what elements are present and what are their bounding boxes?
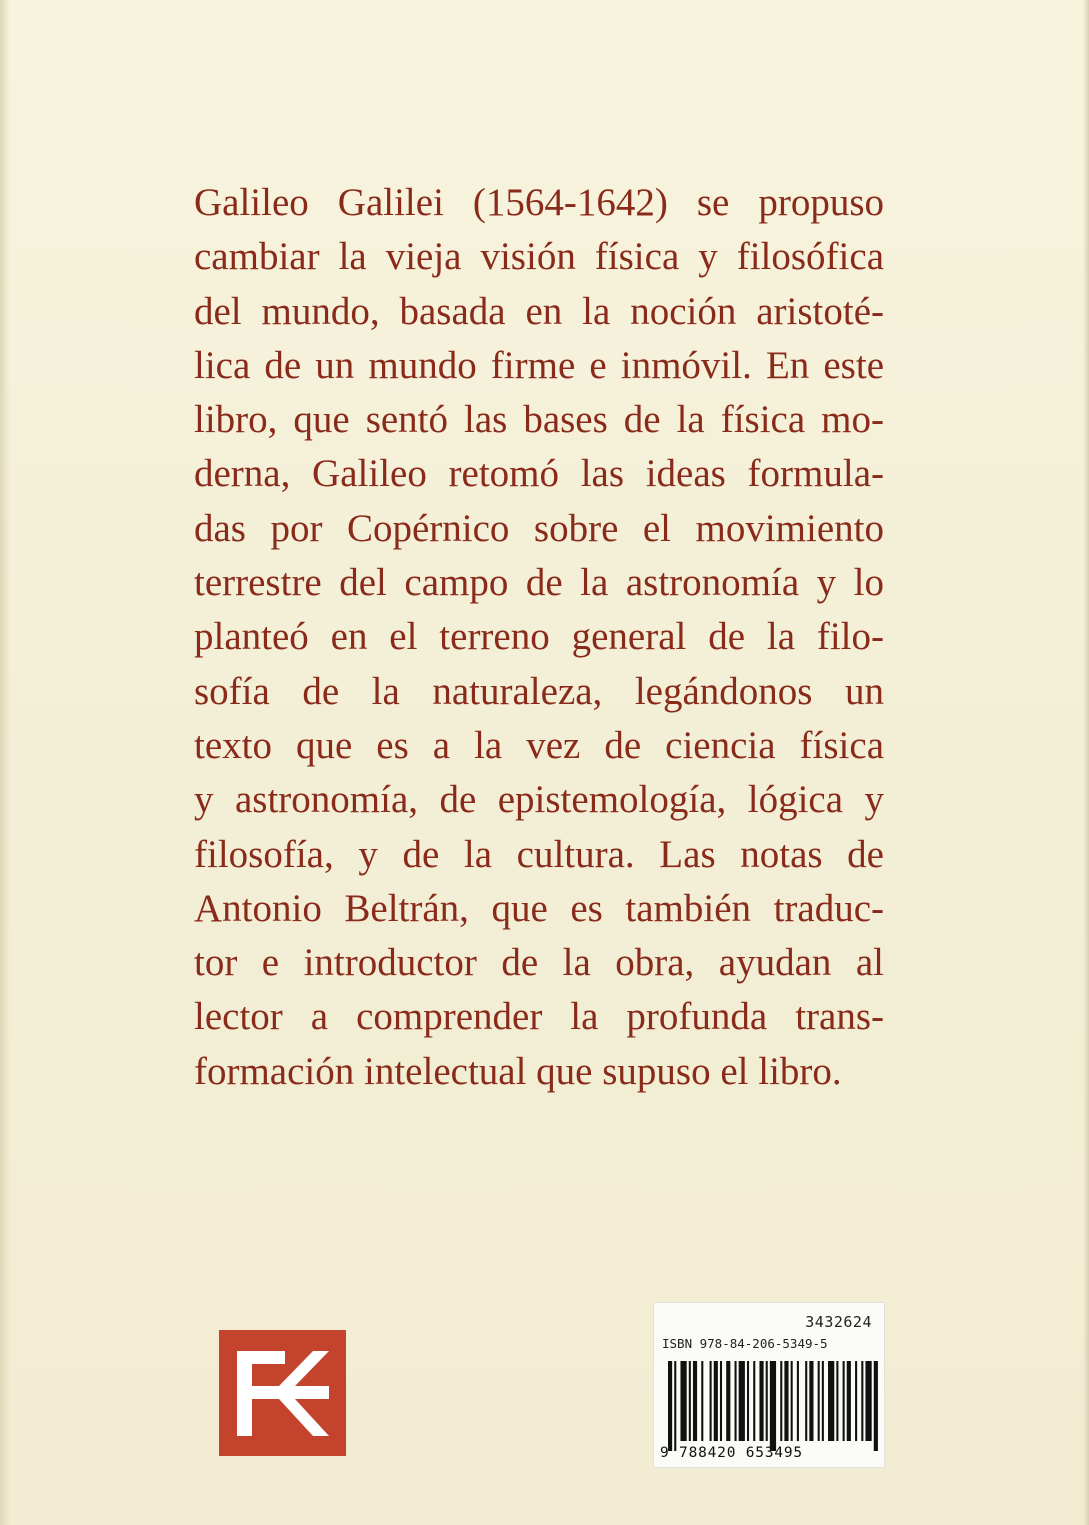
barcode-bar xyxy=(784,1361,788,1441)
blurb-line: formación intelectual que supuso el libro. xyxy=(194,1049,842,1093)
barcode-bar xyxy=(847,1361,851,1441)
barcode-bar xyxy=(780,1361,782,1441)
blurb-line: das por Copérnico sobre el movimiento xyxy=(194,506,884,550)
barcode-bar xyxy=(710,1361,712,1441)
barcode-bar xyxy=(739,1361,745,1441)
blurb-line: derna, Galileo retomó las ideas formula- xyxy=(194,452,884,496)
barcode-bar xyxy=(726,1361,730,1441)
blurb-text xyxy=(194,176,884,1099)
barcode-bar xyxy=(828,1361,834,1441)
barcode-bar xyxy=(791,1361,793,1441)
barcode-bar xyxy=(809,1361,813,1441)
publisher-monogram-icon xyxy=(219,1330,346,1456)
blurb-line: tor e introductor de la obra, ayudan al xyxy=(194,941,884,985)
barcode-bar xyxy=(693,1361,697,1441)
barcode-bar xyxy=(680,1361,686,1441)
barcode-bar xyxy=(747,1361,749,1441)
barcode-bar xyxy=(766,1361,768,1441)
barcode-bar xyxy=(797,1361,799,1441)
barcode-bar xyxy=(735,1361,737,1441)
barcode-bar xyxy=(865,1361,871,1441)
blurb-line: Galileo Galilei (1564-1642) se propuso xyxy=(194,181,884,224)
barcode-bar xyxy=(689,1361,691,1441)
barcode-bar xyxy=(822,1361,824,1441)
barcode-bar xyxy=(855,1361,857,1441)
blurb-line: lector a comprender la profunda trans- xyxy=(194,995,884,1039)
barcode-bar xyxy=(668,1361,672,1451)
barcode-bar xyxy=(759,1361,763,1441)
blurb-line: y astronomía, de epistemología, lógica y xyxy=(194,778,884,822)
blurb-line: terrestre del campo de la astronomía y lo xyxy=(194,561,884,605)
barcode-bar xyxy=(674,1361,676,1451)
blurb-line: lica de un mundo firme e inmóvil. En este xyxy=(194,343,884,387)
spine-shadow xyxy=(0,0,10,1525)
barcode-sticker xyxy=(653,1302,885,1468)
barcode-bar xyxy=(805,1361,807,1441)
publisher-logo xyxy=(219,1330,346,1456)
blurb-line: texto que es a la vez de ciencia física xyxy=(194,723,884,767)
barcode-bar xyxy=(714,1361,718,1441)
blurb-line: libro, que sentó las bases de la física mo- xyxy=(194,398,884,442)
barcode-bar xyxy=(770,1361,776,1451)
barcode-bar xyxy=(818,1361,820,1441)
barcode-icon xyxy=(668,1361,880,1451)
cover-edge-shadow xyxy=(1083,0,1089,1525)
blurb-line: sofía de la naturaleza, legándonos un xyxy=(194,669,884,713)
barcode-bar xyxy=(720,1361,722,1441)
blurb-line: cambiar la vieja visión física y filosófica xyxy=(194,235,884,279)
barcode-bar xyxy=(836,1361,838,1441)
blurb-line: del mundo, basada en la noción aristoté- xyxy=(194,289,884,333)
barcode-bar xyxy=(701,1361,703,1441)
inventory-number: 3432624 xyxy=(805,1313,872,1331)
blurb-line: planteó en el terreno general de la filo- xyxy=(194,615,884,659)
barcode-bar xyxy=(874,1361,878,1451)
blurb-line: filosofía, y de la cultura. Las notas de xyxy=(194,832,884,876)
barcode-bar xyxy=(843,1361,845,1441)
isbn-text: ISBN 978-84-206-5349-5 xyxy=(662,1336,828,1351)
blurb-line: Antonio Beltrán, que es también traduc- xyxy=(194,886,884,930)
barcode-digits: 9 788420 653495 xyxy=(660,1445,803,1461)
barcode-bar xyxy=(753,1361,755,1441)
barcode-bar xyxy=(861,1361,863,1441)
